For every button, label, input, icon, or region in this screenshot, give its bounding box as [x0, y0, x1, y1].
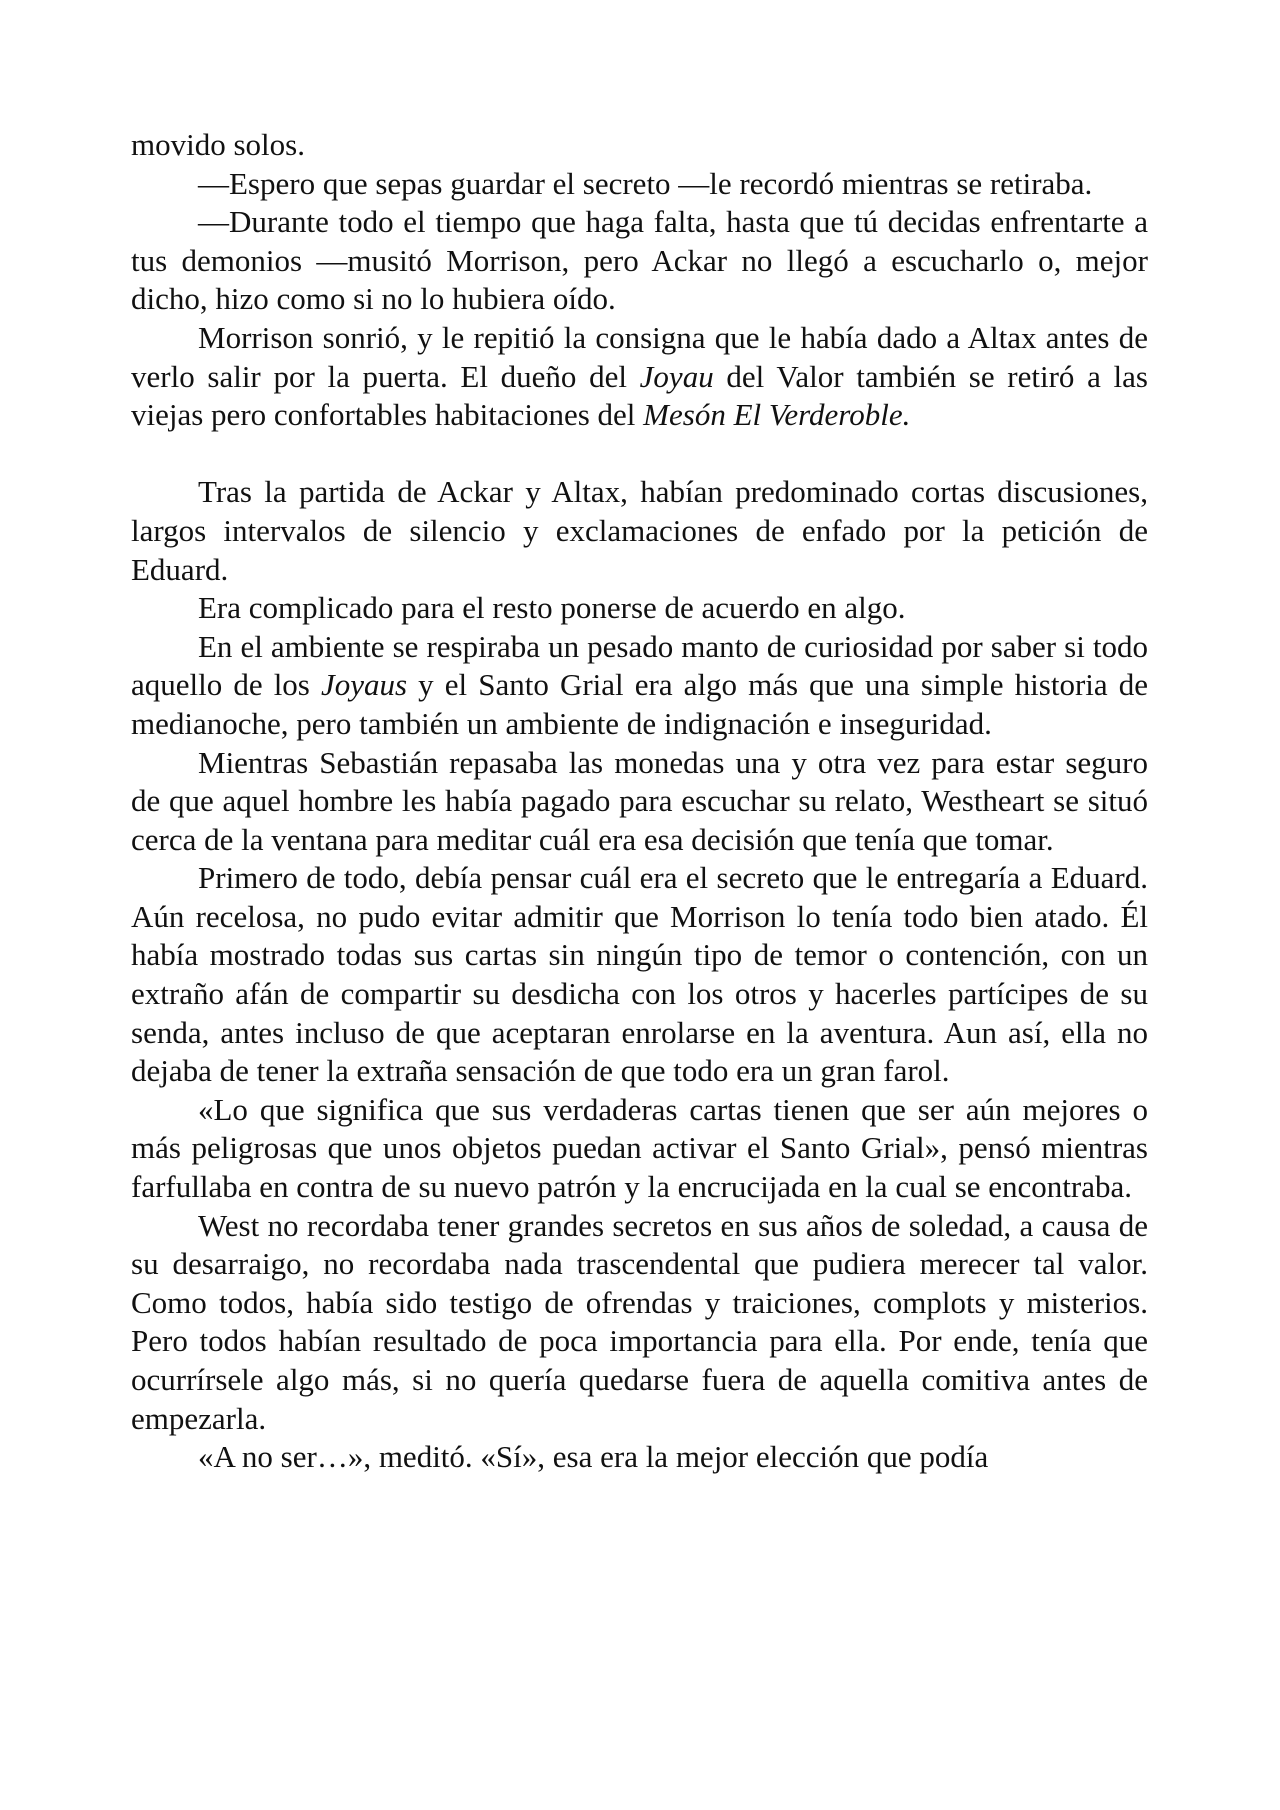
text-run: y el Santo Grial era algo más que una simple historia de medianoche, pero también un ambiente de indignación e inseguridad.	[131, 667, 1148, 741]
text-run: West no recordaba tener grandes secretos en sus años de soledad, a causa de su desarraigo, no recordaba nada trascendental que pudiera merecer tal valor. Como todos, había sido testigo de ofrendas y traiciones, complots y misterios. Pero todos habían resultado de poca importancia para ella. Por ende, tenía que ocurrírsele algo más, si no quería quedarse fuera de aquella comitiva antes de empezarla.	[131, 1207, 1148, 1436]
text-run: del Valor también se retiró a las viejas pero confortables habitaciones del	[131, 358, 1148, 433]
paragraph	[131, 628, 1148, 744]
paragraph	[131, 319, 1148, 435]
text-run: Mientras Sebastián repasaba las monedas una y otra vez para estar seguro de que aquel hombre les había pagado para escuchar su relato, Westheart se situó cerca de la ventana para meditar cuál era esa decisión que tenía que tomar.	[131, 744, 1148, 857]
text-run: Primero de todo, debía pensar cuál era el secreto que le entregaría a Eduard. Aún recelosa, no pudo evitar admitir que Morrison lo tenía todo bien atado. Él había mostrado todas sus cartas sin ningún tipo de temor o contención, con un extraño afán de compartir su desdicha con los otros y hacerles partícipes de su senda, antes incluso de que aceptaran enrolarse en la aventura. Aun así, ella no dejaba de tener la extraña sensación de que todo era un gran farol.	[131, 860, 1148, 1089]
paragraph	[131, 1091, 1148, 1207]
paragraph	[131, 744, 1148, 860]
text-run: movido solos.	[131, 127, 305, 162]
text-run: —Durante todo el tiempo que haga falta, hasta que tú decidas enfrentarte a tus demonios —musitó Morrison, pero Ackar no llegó a escucharlo o, mejor dicho, hizo como si no lo hubiera oído.	[131, 204, 1148, 317]
paragraph	[131, 165, 1148, 204]
text-run: Morrison sonrió, y le repitió la consigna que le había dado a Altax antes de verlo salir por la puerta. El dueño del	[131, 319, 1148, 394]
section-break	[131, 435, 1148, 474]
paragraph	[131, 203, 1148, 319]
paragraph	[131, 1438, 1148, 1477]
paragraph	[131, 859, 1148, 1091]
book-page	[131, 126, 1148, 1477]
text-run: «A no ser…», meditó. «Sí», esa era la mejor elección que podía	[198, 1439, 989, 1475]
paragraph	[131, 473, 1148, 589]
paragraph	[131, 126, 1148, 165]
text-run: Era complicado para el resto ponerse de acuerdo en algo.	[198, 590, 906, 626]
text-run: —Espero que sepas guardar el secreto —le recordó mientras se retiraba.	[198, 165, 1093, 201]
italic-text: Joyau	[639, 358, 714, 394]
paragraph	[131, 589, 1148, 628]
italic-text: Joyaus	[320, 667, 408, 703]
text-run: Tras la partida de Ackar y Altax, habían predominado cortas discusiones, largos intervalos de silencio y exclamaciones de enfado por la petición de Eduard.	[131, 474, 1148, 587]
italic-text: Mesón El Verderoble.	[643, 397, 911, 433]
text-run: En el ambiente se respiraba un pesado manto de curiosidad por saber si todo aquello de los	[131, 628, 1148, 703]
text-run: «Lo que significa que sus verdaderas cartas tienen que ser aún mejores o más peligrosas que unos objetos puedan activar el Santo Grial», pensó mientras farfullaba en contra de su nuevo patrón y la encrucijada en la cual se encontraba.	[131, 1091, 1148, 1205]
paragraph	[131, 1207, 1148, 1439]
